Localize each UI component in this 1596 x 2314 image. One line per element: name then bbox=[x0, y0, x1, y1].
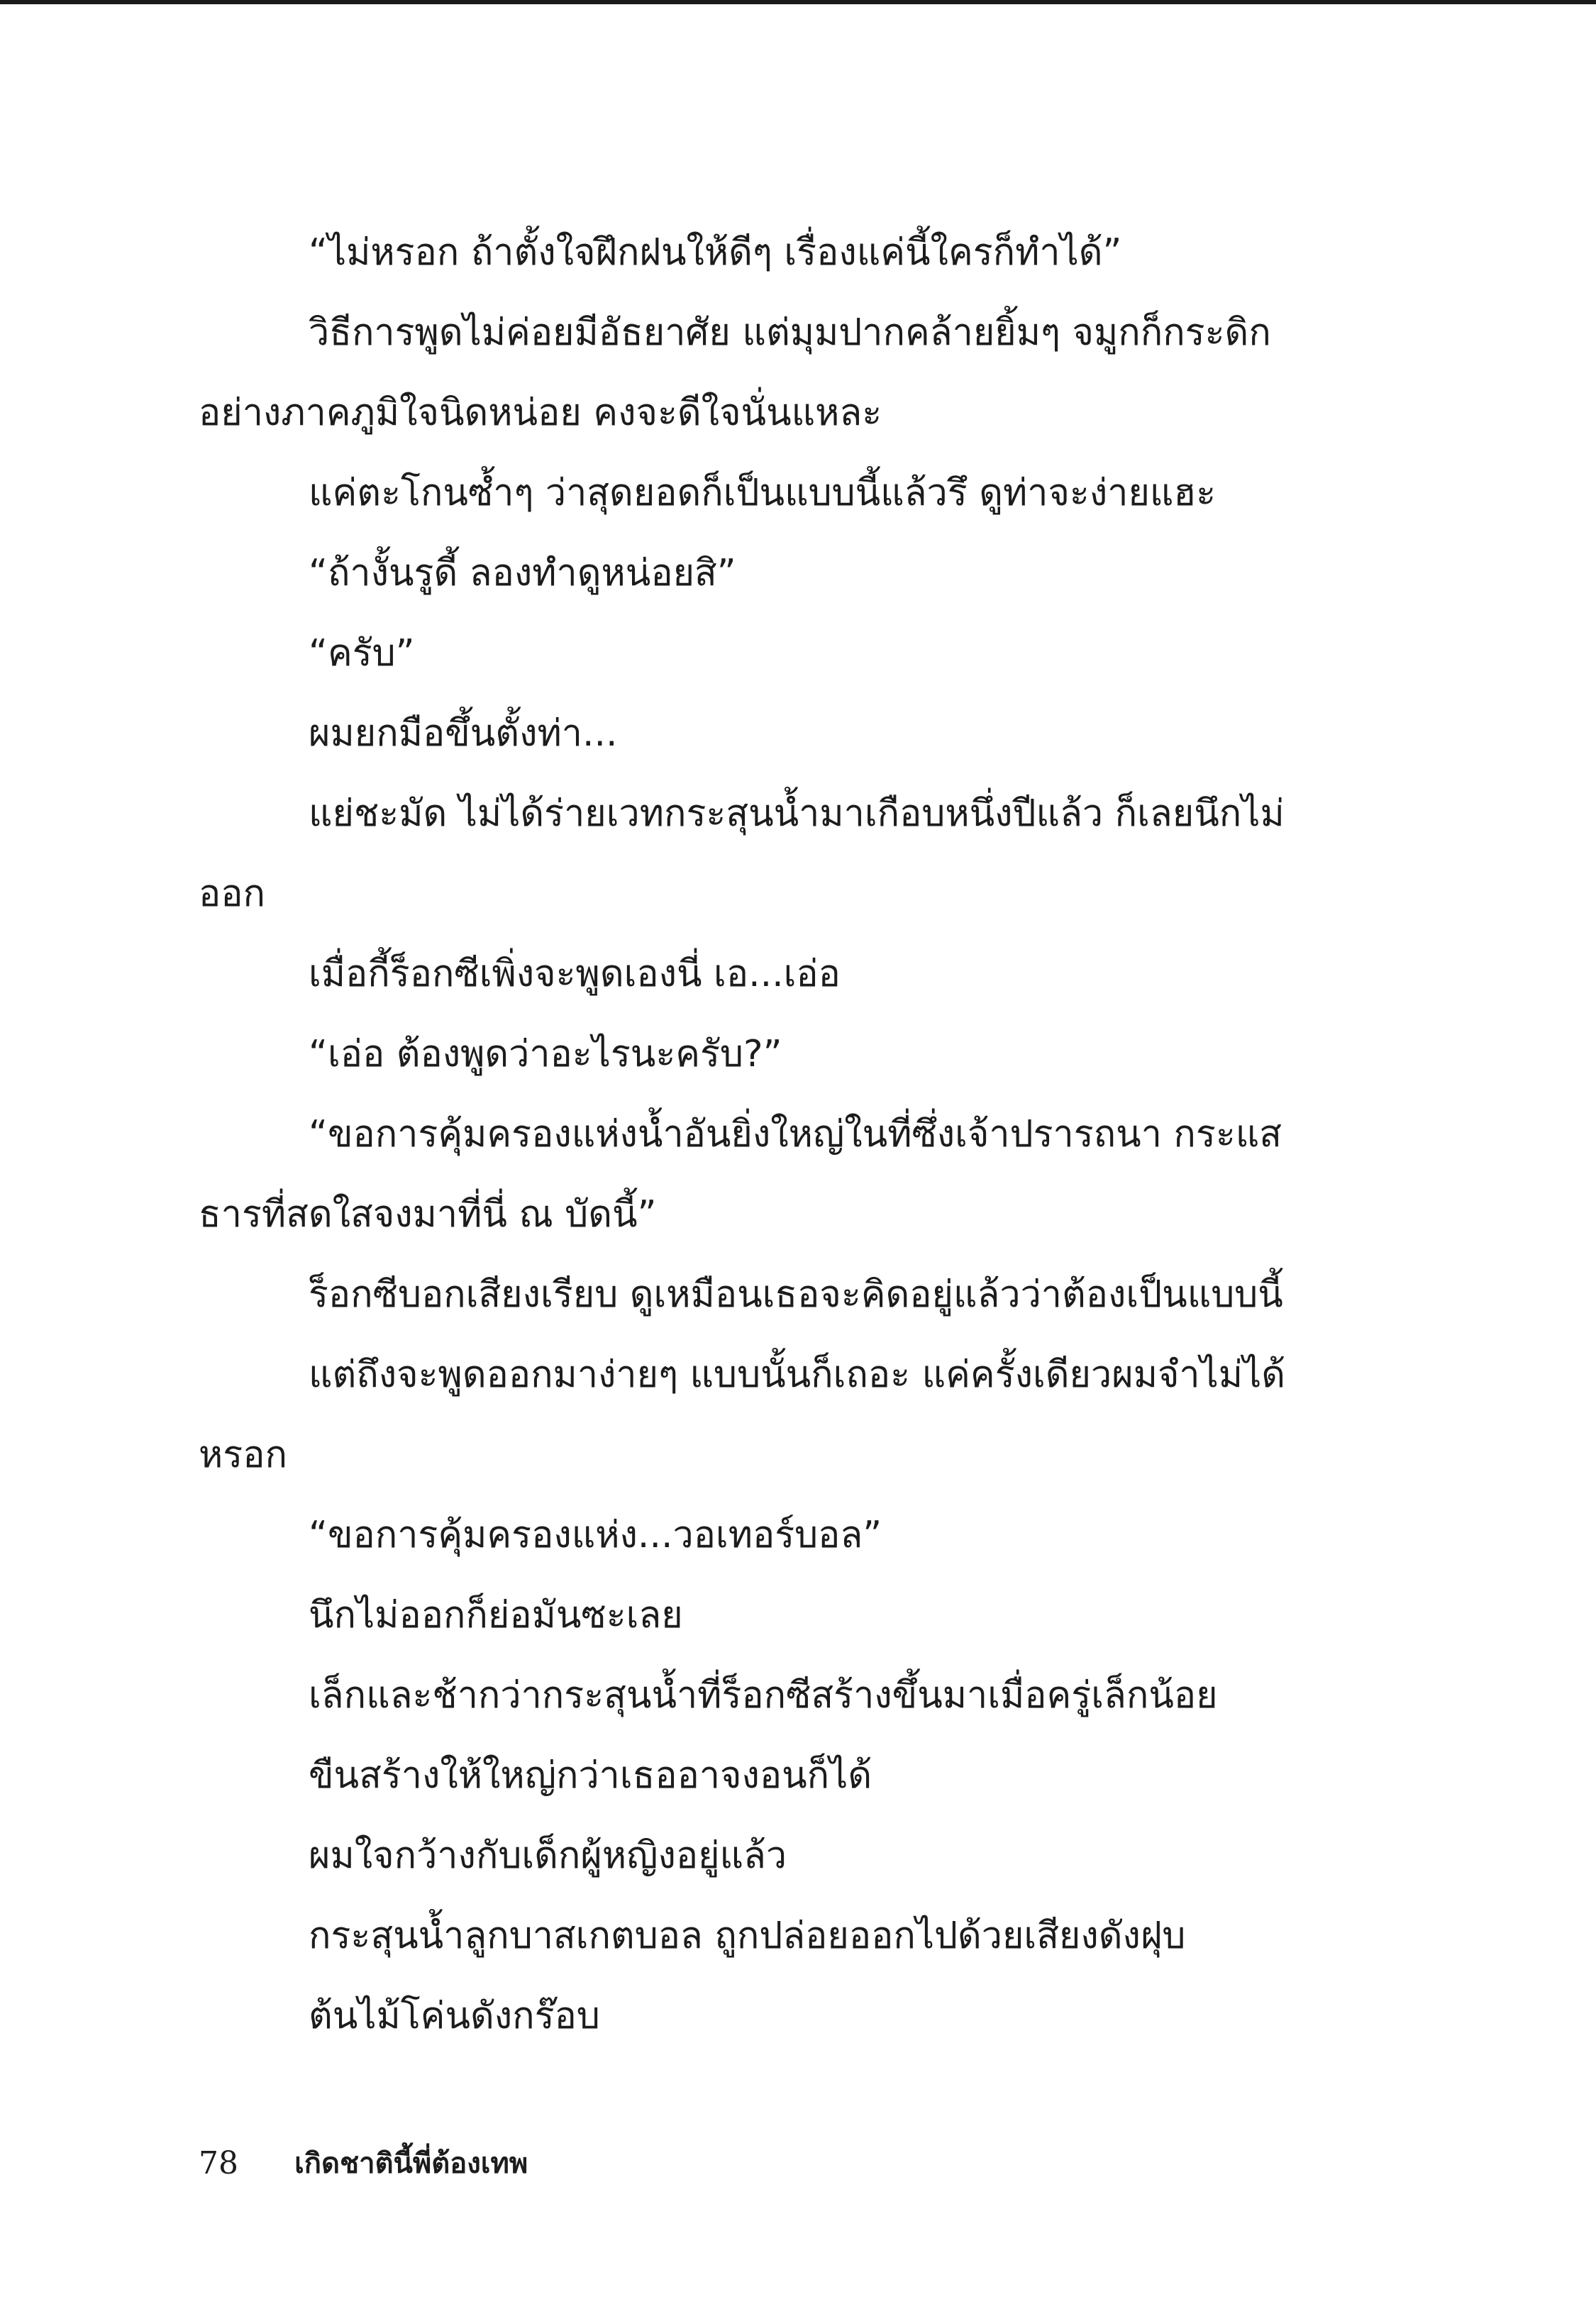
page-number: 78 bbox=[199, 2145, 238, 2181]
text-line: ร็อกซีบอกเสียงเรียบ ดูเหมือนเธอจะคิดอยู่แล้วว่าต้องเป็นแบบนี้ bbox=[309, 1273, 1283, 1316]
body-text bbox=[199, 213, 1305, 2056]
text-line: ผมใจกว้างกับเด็กผู้หญิงอยู่แล้ว bbox=[309, 1834, 787, 1877]
text-line: ขืนสร้างให้ใหญ่กว่าเธออาจงอนก็ได้ bbox=[309, 1754, 872, 1797]
text-line: ต้นไม้โค่นดังกร๊อบ bbox=[309, 1995, 600, 2037]
text-line: อย่างภาคภูมิใจนิดหน่อย คงจะดีใจนั่นแหละ bbox=[199, 392, 882, 434]
page-footer bbox=[199, 2135, 528, 2192]
text-line: แย่ชะมัด ไม่ได้ร่ายเวทกระสุนน้ำมาเกือบหนึ่งปีแล้ว ก็เลยนึกไม่ bbox=[309, 792, 1285, 835]
text-line: ออก bbox=[199, 873, 265, 915]
text-line: ผมยกมือขึ้นตั้งท่า... bbox=[309, 712, 618, 755]
text-line: แค่ตะโกนซ้ำๆ ว่าสุดยอดก็เป็นแบบนี้แล้วรึ ดูท่าจะง่ายแฮะ bbox=[309, 472, 1217, 514]
text-line: วิธีการพูดไม่ค่อยมีอัธยาศัย แต่มุมปากคล้ายยิ้มๆ จมูกก็กระดิก bbox=[309, 311, 1271, 354]
text-line: แต่ถึงจะพูดออกมาง่ายๆ แบบนั้นก็เถอะ แค่ครั้งเดียวผมจำไม่ได้ bbox=[309, 1353, 1285, 1396]
text-line: “ครับ” bbox=[309, 632, 415, 675]
text-line: “ขอการคุ้มครองแห่งน้ำอันยิ่งใหญ่ในที่ซึ่งเจ้าปรารถนา กระแส bbox=[309, 1113, 1282, 1156]
text-line: นึกไม่ออกก็ย่อมันซะเลย bbox=[309, 1594, 683, 1637]
text-line: “ขอการคุ้มครองแห่ง...วอเทอร์บอล” bbox=[309, 1514, 882, 1556]
top-border-rule bbox=[0, 0, 1596, 4]
running-title: เกิดชาตินี้พี่ต้องเทพ bbox=[294, 2147, 528, 2180]
text-line: หรอก bbox=[199, 1434, 287, 1476]
text-line: ธารที่สดใสจงมาที่นี่ ณ บัดนี้” bbox=[199, 1193, 657, 1236]
text-line: “ไม่หรอก ถ้าตั้งใจฝึกฝนให้ดีๆ เรื่องแค่นี้ใครก็ทำได้” bbox=[309, 231, 1122, 274]
text-line: “ถ้างั้นรูดี้ ลองทำดูหน่อยสิ” bbox=[309, 552, 736, 594]
text-line: เมื่อกี้ร็อกซีเพิ่งจะพูดเองนี่ เอ...เอ่อ bbox=[309, 953, 841, 995]
text-line: กระสุนน้ำลูกบาสเกตบอล ถูกปล่อยออกไปด้วยเสียงดังฝุบ bbox=[309, 1915, 1186, 1957]
text-line: เล็กและช้ากว่ากระสุนน้ำที่ร็อกซีสร้างขึ้นมาเมื่อครู่เล็กน้อย bbox=[309, 1674, 1218, 1717]
text-line: “เอ่อ ต้องพูดว่าอะไรนะครับ?” bbox=[309, 1033, 782, 1075]
